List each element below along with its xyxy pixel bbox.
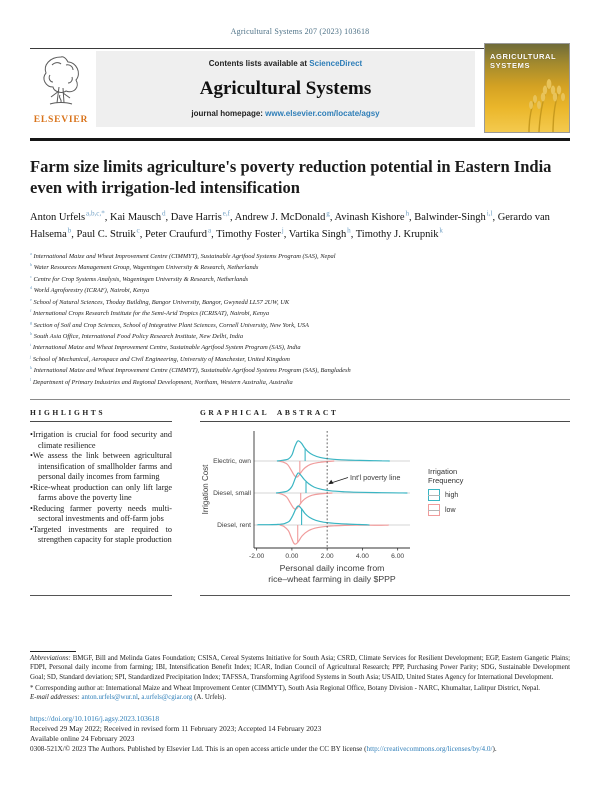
affiliation: $^j$ School of Mechanical, Aerospace and Civil Engineering, University of Manchester, United Kingdom — [30, 353, 290, 363]
affiliation: $^g$ Section of Soil and Crop Sciences, School of Integrative Plant Sciences, Cornell University, New York, USA — [30, 319, 309, 329]
svg-text:6.00: 6.00 — [391, 553, 405, 561]
contents-prefix: Contents lists available at — [208, 59, 308, 68]
email-suffix: (A. Urfels). — [192, 694, 227, 702]
abbreviations-label: Abbreviations: — [30, 655, 71, 663]
svg-text:Diesel, rent: Diesel, rent — [217, 522, 251, 530]
affiliation: $^e$ School of Natural Sciences, Thoday Building, Bangor University, Bangor, Gwynedd LL57 2UW, UK — [30, 296, 290, 306]
highlights-list — [30, 430, 172, 546]
email-link-2[interactable]: a.urfels@cgiar.org — [141, 694, 193, 702]
journal-banner — [96, 51, 475, 127]
svg-text:rice–wheat farming in daily $P: rice–wheat farming in daily $PPP — [268, 574, 396, 585]
legend-swatch-low — [428, 504, 440, 516]
homepage-line — [104, 109, 467, 118]
legend-label: low — [445, 506, 456, 514]
article-title: Farm size limits agriculture's poverty reduction potential in Eastern India even with irrigation-led intensification — [30, 157, 552, 197]
svg-text:2.00: 2.00 — [320, 553, 334, 561]
highlights-heading: HIGHLIGHTS — [30, 400, 172, 422]
available-online: Available online 24 February 2023 — [30, 734, 135, 744]
legend-swatch-high — [428, 489, 440, 501]
received-dates: Received 29 May 2022; Received in revised form 11 February 2023; Accepted 14 February 2023 — [30, 723, 322, 733]
author: Kai Mausch $^d$, — [110, 209, 171, 223]
svg-text:Irrigation Cost: Irrigation Cost — [201, 464, 210, 515]
svg-text:0.00: 0.00 — [285, 553, 299, 561]
email-separator: , — [137, 694, 142, 702]
author: Gerardo van Halsema $^b$, — [30, 211, 550, 240]
journal-homepage-link[interactable]: www.elsevier.com/locate/agsy — [265, 109, 380, 118]
sciencedirect-link[interactable]: ScienceDirect — [309, 59, 363, 68]
author: Timothy J. Krupnik $^k$ — [355, 226, 443, 240]
highlights-section — [30, 400, 172, 596]
license-link[interactable]: http://creativecommons.org/licenses/by/4.0/ — [366, 744, 493, 753]
journal-cover-thumbnail[interactable] — [484, 43, 570, 133]
chart-legend — [428, 467, 463, 519]
affiliation: $^d$ World Agroforestry (ICRAF), Nairobi, Kenya — [30, 285, 150, 295]
abbreviations-text: BMGF, Bill and Melinda Gates Foundation; CSISA, Cereal Systems Initiative for South Asia; CSRD, Climate Services for Resilient Development; EGP, Eastern Gangetic Plains; FDPI, Personal daily income from farming; IBI, Intensification Benefit Index; ICAR, Indian Council of Agricultural Research; PPP, Purchasing Power Parity; SDG, Sustainable Development Goal; SD, Standard deviation; SPI, Standardized Precipitation Index; TAFSSA, Transforming Agrifood Systems in South Asia; USAID, United States Agency for International Development. — [30, 655, 570, 681]
author: Dave Harris $^{e,f}$, — [170, 209, 235, 223]
journal-title: Agricultural Systems — [199, 77, 372, 99]
copyright-suffix: ). — [492, 744, 497, 753]
author: Anton Urfels $^{a,b,c,*}$, — [30, 209, 111, 223]
email-link-1[interactable]: anton.urfels@wur.nl — [81, 694, 138, 702]
footnote-rule — [30, 651, 76, 652]
cover-title — [490, 52, 556, 70]
legend-entry — [428, 504, 463, 516]
elsevier-logo-text: ELSEVIER — [33, 115, 89, 125]
author: Paul C. Struik $^c$, — [76, 226, 145, 240]
contents-line — [104, 59, 467, 68]
highlight-item: • Rice-wheat production can only lift large farms above the poverty line — [30, 483, 172, 504]
author: Avinash Kishore $^h$, — [334, 209, 415, 223]
graphical-abstract-heading: GRAPHICAL ABSTRACT — [200, 400, 570, 422]
svg-text:Diesel, small: Diesel, small — [213, 490, 251, 498]
author: Peter Craufurd $^a$, — [144, 226, 217, 240]
header-bottom-rule — [30, 138, 570, 141]
affiliation: $^c$ Centre for Crop Systems Analysis, Wageningen University & Research, Netherlands — [30, 273, 249, 283]
author: Timothy Foster $^j$, — [216, 226, 289, 240]
journal-header — [30, 48, 570, 132]
affiliation: $^i$ International Maize and Wheat Improvement Centre, Sustainable Agrifood System Program (SAS), India — [30, 342, 301, 352]
legend-label: high — [445, 491, 459, 499]
doi-link[interactable]: https://doi.org/10.1016/j.agsy.2023.103618 — [30, 713, 160, 723]
author-list — [30, 207, 570, 241]
svg-text:Personal daily income from: Personal daily income from — [279, 563, 385, 574]
chart-svg — [200, 427, 415, 587]
affiliation: $^f$ International Crops Research Institute for the Semi-Arid Tropics (ICRISAT), Nairobi, Kenya — [30, 308, 270, 318]
highlights-and-abstract — [30, 399, 570, 596]
highlight-item: • Reducing farmer poverty needs multi-sectoral investments and off-farm jobs — [30, 504, 172, 525]
affiliation: $^a$ International Maize and Wheat Improvement Centre (CIMMYT), Sustainable Agrifood Systems Program (SAS), Nepal — [30, 251, 336, 261]
affiliation: $^b$ Water Resources Management Group, Wageningen University & Research, Netherlands — [30, 262, 259, 272]
abbreviations-note — [30, 654, 570, 682]
cover-title-line2: SYSTEMS — [490, 61, 531, 70]
copyright-line — [30, 745, 570, 755]
cover-title-line1: AGRICULTURAL — [490, 52, 557, 61]
svg-text:4.00: 4.00 — [355, 553, 369, 561]
elsevier-logo[interactable] — [30, 48, 92, 132]
email-label: E-mail addresses: — [30, 694, 80, 702]
affiliation: $^l$ Department of Primary Industries and Regional Development, Northam, Western Australia, Australia — [30, 376, 293, 386]
graphical-abstract-section — [200, 400, 570, 596]
highlight-item: • Irrigation is crucial for food security and climate resilience — [30, 430, 172, 451]
svg-text:Int'l poverty line: Int'l poverty line — [350, 473, 401, 483]
corresponding-author-note: * Corresponding author at: International Maize and Wheat Improvement Center (CIMMYT), South Asia Regional Office, Botany Division - NARC, Khumaltar, Lalitpur District, Nepal. — [30, 684, 541, 692]
copyright-prefix: 0308-521X/© 2023 The Authors. Published by Elsevier Ltd. This is an open access article under the CC BY license ( — [30, 744, 367, 753]
author: Vartika Singh $^h$, — [288, 226, 356, 240]
legend-title: Irrigation Frequency — [428, 467, 464, 486]
legend-entry — [428, 489, 463, 501]
email-line — [30, 693, 570, 702]
elsevier-tree-icon — [38, 53, 84, 114]
affiliation: $^h$ South Asia Office, International Food Policy Research Institute, New Delhi, India — [30, 330, 244, 341]
highlight-item: • Targeted investments are required to strengthen capacity for staple production — [30, 525, 172, 546]
graphical-abstract-chart — [200, 427, 570, 595]
svg-text:Electric, own: Electric, own — [213, 458, 251, 466]
wheat-illustration — [484, 72, 569, 132]
svg-text:-2.00: -2.00 — [249, 553, 265, 561]
affiliation: $^k$ International Maize and Wheat Improvement Centre (CIMMYT), Sustainable Agrifood Systems Program (SAS), Bangladesh — [30, 365, 351, 375]
homepage-prefix: journal homepage: — [191, 109, 263, 118]
journal-citation: Agricultural Systems 207 (2023) 103618 — [230, 27, 370, 36]
highlight-item: • We assess the link between agricultural intensification of smallholder farms and personal daily incomes from farming — [30, 451, 172, 483]
author: Andrew J. McDonald $^g$, — [234, 209, 335, 223]
author: Balwinder-Singh $^{i,l}$, — [414, 209, 498, 223]
affiliation-list — [30, 250, 570, 387]
